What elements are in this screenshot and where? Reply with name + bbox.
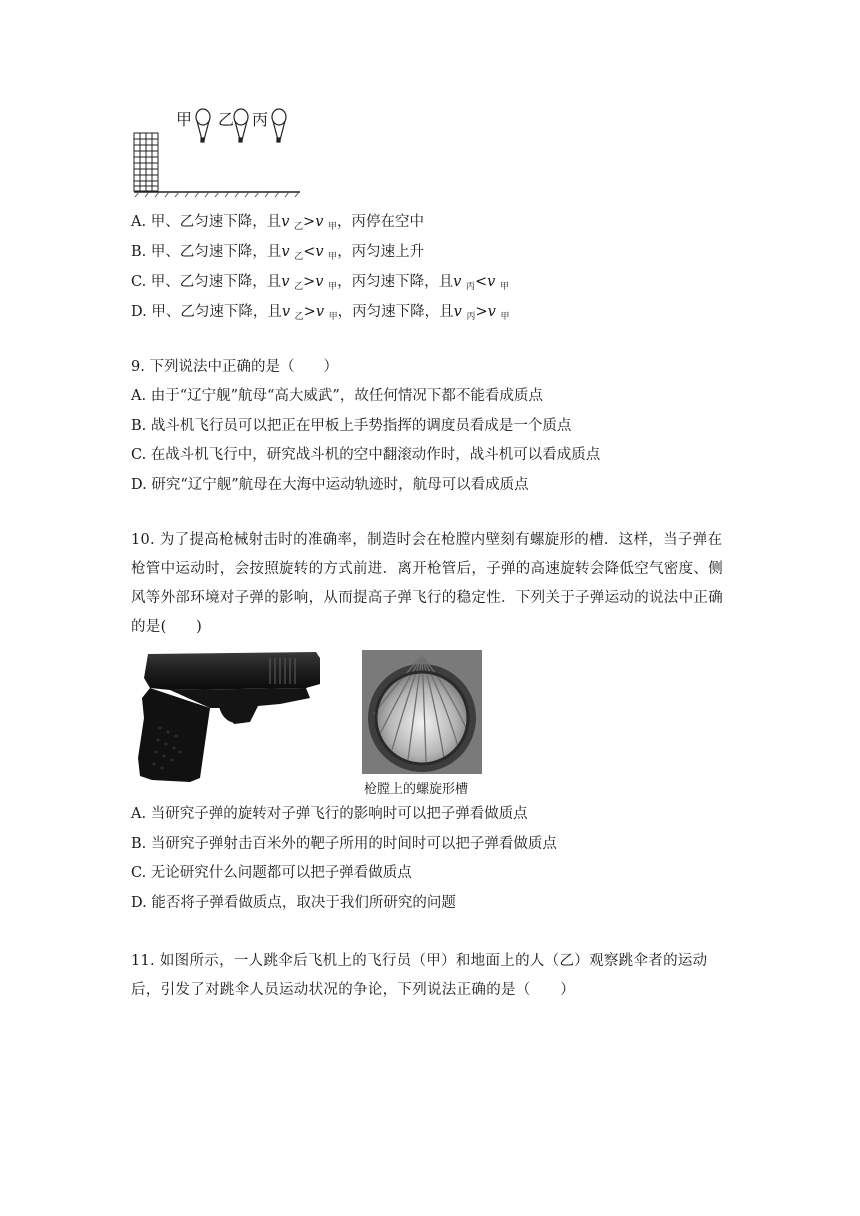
q8-option-b: B. 甲、乙匀速下降，且v $_乙$<v $_甲$，丙匀速上升 bbox=[131, 244, 425, 262]
rifling-caption: 枪膛上的螺旋形槽 bbox=[364, 782, 469, 797]
q10-option-a: A. 当研究子弹的旋转对子弹飞行的影响时可以把子弹看做质点 bbox=[131, 806, 528, 822]
label-yi: 乙 bbox=[218, 110, 235, 129]
balloon-bing bbox=[272, 109, 286, 142]
q10-stem: 10. 为了提高枪械射击时的准确率，制造时会在枪膛内壁刻有螺旋形的槽．这样，当子弹在枪管中运动时，会按照旋转的方式前进．离开枪管后，子弹的高速旋转会降低空气密度、侧风等外部环境对子弹的影响，从而提高子弹飞行的稳定性．下列关于子弹运动的说法中正确的是( ) bbox=[131, 532, 723, 635]
q9-stem: 9. 下列说法中正确的是（ ） bbox=[131, 359, 338, 375]
balloon-yi bbox=[234, 109, 248, 142]
label-jia: 甲 bbox=[176, 110, 193, 129]
q8-option-d: D. 甲、乙匀速下降，且v $_乙$>v $_甲$，丙匀速下降，且v $_丙$>v $_甲$ bbox=[131, 304, 510, 322]
q9-option-c: C. 在战斗机飞行中，研究战斗机的空中翻滚动作时，战斗机可以看成质点 bbox=[131, 447, 601, 463]
q8-option-a: A. 甲、乙匀速下降，且v $_乙$>v $_甲$，丙停在空中 bbox=[131, 214, 425, 232]
rifling-image bbox=[362, 650, 482, 774]
label-bing: 丙 bbox=[252, 110, 269, 129]
q10-option-c: C. 无论研究什么问题都可以把子弹看做质点 bbox=[131, 865, 412, 881]
q8-option-c: C. 甲、乙匀速下降，且v $_乙$>v $_甲$，丙匀速下降，且v $_丙$<v $_甲$ bbox=[131, 274, 509, 292]
q10-option-b: B. 当研究子弹射击百米外的靶子所用的时间时可以把子弹看做质点 bbox=[131, 836, 557, 852]
pistol-image bbox=[130, 648, 322, 784]
q9-option-d: D. 研究“辽宁舰”航母在大海中运动轨迹时，航母可以看成质点 bbox=[131, 477, 529, 493]
q11-stem: 11. 如图所示，一人跳伞后飞机上的飞行员（甲）和地面上的人（乙）观察跳伞者的运动后，引发了对跳伞人员运动状况的争论，下列说法正确的是（ ） bbox=[131, 953, 708, 998]
building-grid bbox=[134, 133, 158, 191]
q9-option-a: A. 由于“辽宁舰”航母“高大威武”，故任何情况下都不能看成质点 bbox=[131, 388, 543, 404]
balloon-jia bbox=[196, 109, 210, 142]
q10-option-d: D. 能否将子弹看做质点，取决于我们所研究的问题 bbox=[131, 895, 456, 911]
q9-option-b: B. 战斗机飞行员可以把正在甲板上手势指挥的调度员看成是一个质点 bbox=[131, 418, 572, 434]
